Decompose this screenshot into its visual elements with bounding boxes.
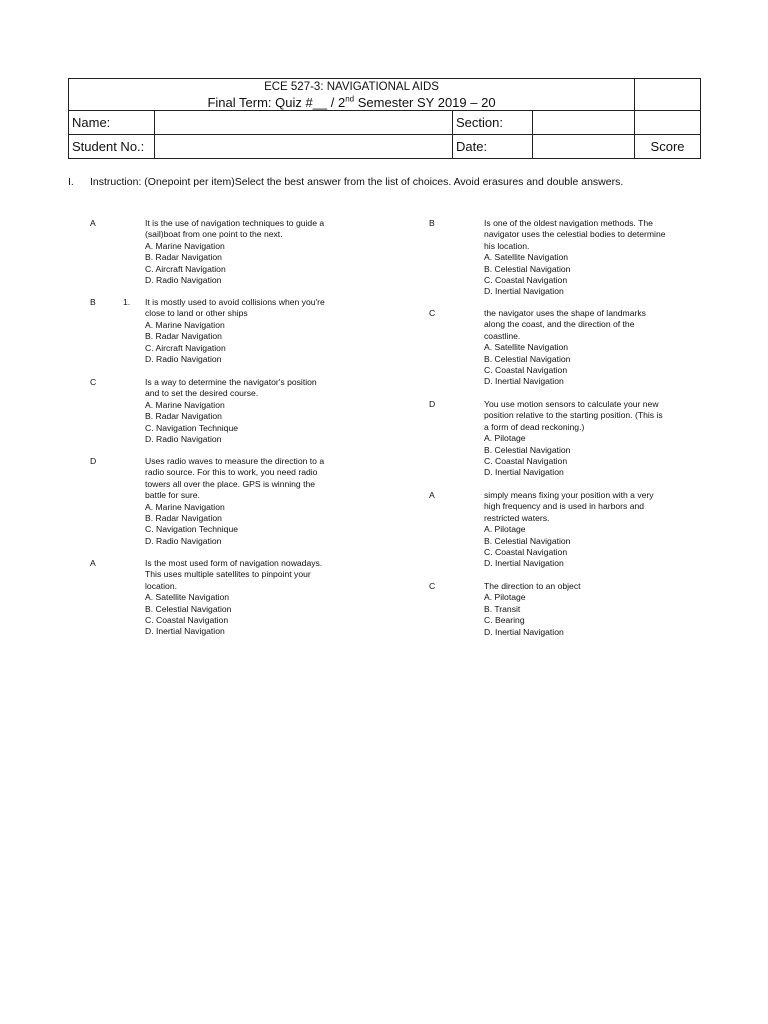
subtitle-pre: Final Term: Quiz #__ / 2 [207,94,346,110]
question-text: It is mostly used to avoid collisions when you're [145,297,325,307]
question-body [484,308,694,388]
question-body [484,581,694,638]
name-label: Name: [69,111,155,135]
choice-a: A. Satellite Navigation [484,342,569,353]
answer-mark: A [429,490,435,500]
question-text: radio source. For this to work, you need radio [145,467,318,478]
section-label: Section: [453,111,533,135]
answer-mark: B [90,297,96,307]
instruction [68,176,748,188]
choice-b: B. Radar Navigation [145,513,222,524]
choice-b: B. Radar Navigation [145,331,222,342]
question-text: Uses radio waves to measure the direction to a [145,456,325,466]
choice-a: A. Satellite Navigation [484,252,569,263]
choice-c: C. Bearing [484,615,525,626]
student-no-label: Student No.: [69,135,155,159]
question-text: and to set the desired course. [145,388,259,399]
question-body [484,399,694,479]
choice-d: D. Radio Navigation [145,434,222,445]
choice-b: B. Celestial Navigation [484,263,571,274]
question-body [145,456,355,547]
question-text: This uses multiple satellites to pinpoint your [145,569,311,580]
choice-c: C. Coastal Navigation [484,547,568,558]
answer-mark: D [90,456,97,466]
choice-d: D. Radio Navigation [145,535,222,546]
question-text: position relative to the starting position. (This is [484,410,663,421]
answer-mark: A [90,218,96,228]
choice-c: C. Aircraft Navigation [145,342,226,353]
choice-a: A. Marine Navigation [145,240,225,251]
subtitle-post: Semester SY 2019 – 20 [354,94,496,110]
score-box-blank [635,111,701,135]
choice-d: D. Radio Navigation [145,354,222,365]
question-body [145,297,355,365]
answer-mark: C [429,581,436,591]
question-text: battle for sure. [145,490,200,501]
choice-b: B. Celestial Navigation [484,535,571,546]
date-label: Date: [453,135,533,159]
choice-c: C. Coastal Navigation [484,456,568,467]
question-text: location. [145,580,178,591]
answer-mark: B [429,218,435,228]
choice-c: C. Coastal Navigation [484,365,568,376]
choice-a: A. Marine Navigation [145,501,225,512]
choice-c: C. Coastal Navigation [484,275,568,286]
question-text: towers all over the place. GPS is winning the [145,478,316,489]
question-text: a form of dead reckoning.) [484,421,585,432]
choice-b: B. Celestial Navigation [145,603,232,614]
question-text: Is one of the oldest navigation methods. The [484,218,653,228]
answer-mark: A [90,558,96,568]
choice-d: D. Inertial Navigation [484,286,564,297]
subtitle-sup: nd [345,94,355,104]
choice-a: A. Satellite Navigation [145,592,230,603]
instruction-number: I. [68,176,74,188]
choice-d: D. Inertial Navigation [484,467,564,478]
score-label: Score [635,135,701,159]
question-text: The direction to an object [484,581,581,591]
question-text: Is the most used form of navigation nowadays. [145,558,323,568]
name-field[interactable] [155,111,453,135]
question-body [145,558,355,638]
score-box[interactable] [635,79,701,111]
section-field[interactable] [533,111,635,135]
question-text: navigator uses the celestial bodies to determine [484,229,666,240]
choice-c: C. Navigation Technique [145,524,238,535]
choice-a: A. Marine Navigation [145,319,225,330]
question-number: 1. [123,297,131,307]
quiz-subtitle [72,95,631,110]
choice-b: B. Radar Navigation [145,411,222,422]
question-body [145,377,355,445]
choice-d: D. Inertial Navigation [484,558,564,569]
choice-b: B. Radar Navigation [145,252,222,263]
question-text: along the coast, and the direction of the [484,319,635,330]
choice-c: C. Coastal Navigation [145,615,229,626]
choice-a: A. Pilotage [484,524,526,535]
student-no-field[interactable] [155,135,453,159]
question-body [145,218,355,286]
question-body [484,218,694,298]
answer-mark: C [90,377,97,387]
question-text: (sail)boat from one point to the next. [145,229,283,240]
question-text: It is the use of navigation techniques to guide a [145,218,325,228]
choice-a: A. Pilotage [484,592,526,603]
choice-d: D. Inertial Navigation [484,626,564,637]
instruction-text: Instruction: (Onepoint per item)Select the best answer from the list of choices. Avoid erasures and double answers. [90,176,624,188]
question-text: the navigator uses the shape of landmarks [484,308,646,318]
answer-mark: D [429,399,436,409]
quiz-title [69,79,635,111]
question-text: simply means fixing your position with a very [484,490,654,500]
question-text: coastline. [484,330,521,341]
choice-b: B. Celestial Navigation [484,444,571,455]
choice-a: A. Pilotage [484,433,526,444]
choice-c: C. Aircraft Navigation [145,263,226,274]
course-title: ECE 527-3: NAVIGATIONAL AIDS [264,80,439,93]
question-body [484,490,694,570]
question-text: close to land or other ships [145,308,248,319]
date-field[interactable] [533,135,635,159]
question-text: You use motion sensors to calculate your new [484,399,659,409]
quiz-header-table [68,78,701,159]
question-text: high frequency and is used in harbors and [484,501,645,512]
choice-c: C. Navigation Technique [145,422,238,433]
choice-a: A. Marine Navigation [145,399,225,410]
choice-b: B. Celestial Navigation [484,353,571,364]
choice-b: B. Transit [484,603,521,614]
choice-d: D. Inertial Navigation [484,376,564,387]
question-text: his location. [484,240,530,251]
answer-mark: C [429,308,436,318]
question-text: restricted waters. [484,512,550,523]
question-text: Is a way to determine the navigator's position [145,377,317,387]
choice-d: D. Inertial Navigation [145,626,225,637]
choice-d: D. Radio Navigation [145,275,222,286]
